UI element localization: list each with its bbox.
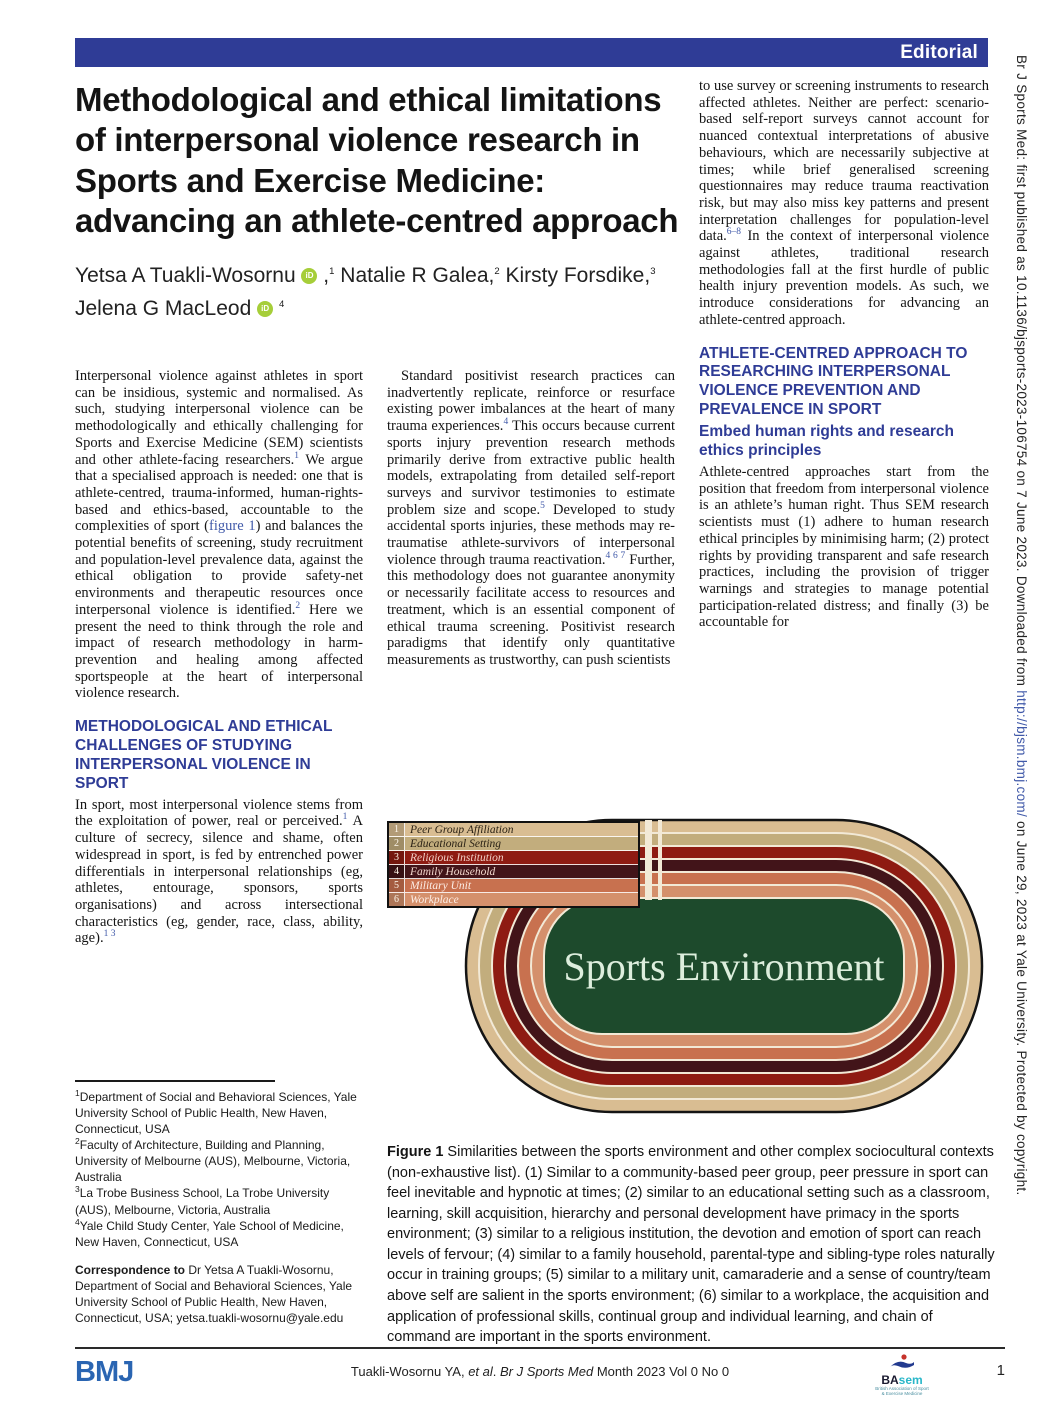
affiliation-note-4: $^4$Yale Child Study Center, Yale School of Medicine, New Haven, Connecticut, USA (75, 1216, 344, 1249)
legend-number: 4 (389, 865, 405, 878)
legend-row-peer-group (389, 823, 638, 837)
legend-row-family (389, 865, 638, 879)
paragraph-challenges: In sport, most interpersonal violence stems from the exploitation of power, real or perceived.$^1$ A culture of secrecy, silence and shame, often widespread in sport, is fed by entrenched power differentials in interpersonal relationships (eg, athletes, entourage, sponsors, sports organisations) and across intersectional characteristics (eg, gender, race, class, ability, age).$^{1 3}$ (75, 796, 363, 947)
footnotes-block (75, 1080, 365, 1326)
legend-label: Peer Group Affiliation (410, 823, 514, 836)
legend-row-religious (389, 851, 638, 865)
legend-row-educational (389, 837, 638, 851)
column-left (75, 368, 363, 947)
correspondence-note: Correspondence to Dr Yetsa A Tuakli-Wosornu, Department of Social and Behavioral Sciences, Yale University School of Public Health, New Haven, Connecticut, USA; yetsa.tuakli-wosornu@yale.edu (75, 1262, 353, 1326)
affiliation-note-2: $^2$Faculty of Architecture, Building and Planning, University of Melbourne (AUS), Melbourne, Victoria, Australia (75, 1136, 351, 1185)
orcid-icon[interactable]: iD (301, 268, 317, 284)
subsection-heading-embed: Embed human rights and research ethics principles (699, 423, 954, 460)
legend-row-military (389, 879, 638, 893)
legend-row-workplace (389, 893, 638, 906)
page-number: 1 (996, 1362, 1005, 1379)
page-title: Methodological and ethical limitations of interpersonal violence research in Sports and Exercise Medicine: advancing an athlete-centred approach (75, 81, 679, 239)
editorial-banner (75, 38, 988, 67)
basem-logo (867, 1354, 937, 1397)
basem-subtext-1: British Association of Sport (875, 1386, 929, 1391)
section-heading-methodological: METHODOLOGICAL AND ETHICAL CHALLENGES OF STUDYING INTERPERSONAL VIOLENCE IN SPORT (75, 718, 333, 792)
start-line-thin (658, 820, 662, 900)
legend-label: Educational Setting (410, 837, 502, 850)
legend-label: Religious Institution (410, 851, 504, 864)
copyright-sidebar: Br J Sports Med: first published as 10.1136/bjsports-2023-106754 on 7 June 2023. Downloaded from http://bjsm.bmj.com/ on June 29, 2023 at Yale University. Protected by copyright. (1014, 55, 1029, 1196)
footer-citation: Tuakli-Wosornu YA, et al. Br J Sports Med Month 2023 Vol 0 No 0 (350, 1364, 730, 1379)
footer-rule (75, 1347, 1005, 1349)
paragraph-positivist: Standard positivist research practices can inadvertently replicate, reinforce or resurface existing power imbalances at the heart of many trauma experiences.$^4$ This occurs because current sports injury prevention research methods primarily derive from extractive public health models, extrapolating from detailed self-report surveys and survivor testimonies to estimate problem size and scope.$^5$ Developed to study accidental sports injuries, these methods may re-traumatise athlete-survivors of interpersonal violence through trauma reactivation.$^{4 6 7}$ Further, this methodology does not guarantee anonymity or necessarily facilitate access to resources and treatment, which is an essential component of ethical trauma screening. Positivist research paradigms that identify only quantitative measurements as trustworthy, can push scientists (387, 368, 676, 668)
column-right (699, 78, 989, 631)
legend-label: Family Household (410, 865, 496, 878)
figure-1-panel (387, 815, 993, 1137)
footer (75, 1354, 1005, 1400)
affiliation-note-1: $^1$Department of Social and Behavioral Sciences, Yale University School of Public Health, New Haven, Connecticut, USA (75, 1088, 357, 1137)
legend-number: 5 (389, 879, 405, 892)
legend-label: Military Unit (410, 879, 472, 892)
paragraph-intro: Interpersonal violence against athletes in sport can be insidious, systemic and normalised. As such, studying interpersonal violence can be methodologically and ethically challenging for Sports and Exercise Medicine (SEM) scientists and other athlete-facing researchers.$^1$ We argue that a specialised approach is needed: one that is athlete-centred, trauma-informed, human-rights-based and ethics-based, accountable to the complexities of sport (figure 1) and balances the potential benefits of screening, study recruitment and population-level prevalence data, against the ethical obligation to provide safety-net environments and therapeutic resources once interpersonal violence is identified.$^2$ Here we present the need to think through the role and impact of research methodology in harm-prevention and healing among affected sportspeople at the heart of interpersonal violence research. (75, 368, 363, 702)
inline-link[interactable]: http://bjsm.bmj.com/ (1014, 690, 1029, 817)
start-line (645, 820, 652, 900)
footnote-rule (75, 1080, 275, 1082)
legend-label: Workplace (410, 893, 459, 906)
infield-label: Sports Environment (563, 944, 885, 989)
basem-sem: sem (898, 1373, 923, 1387)
basem-gymnast-icon (888, 1354, 916, 1370)
author-line: Yetsa A Tuakli-Wosornu iD ,$^1$ Natalie R Galea,$^2$ Kirsty Forsdike,$^3$ Jelena G MacLeod iD $^4$ (75, 264, 656, 320)
orcid-icon[interactable]: iD (257, 301, 273, 317)
column-middle (387, 368, 675, 669)
legend-number: 2 (389, 837, 405, 850)
section-heading-athlete-centred: ATHLETE-CENTRED APPROACH TO RESEARCHING INTERPERSONAL VIOLENCE PREVENTION AND PREVALENCE IN SPORT (699, 344, 968, 419)
banner-label: Editorial (900, 41, 978, 63)
legend-number: 6 (389, 893, 405, 906)
basem-ba: BA (881, 1373, 899, 1387)
legend-number: 3 (389, 851, 405, 864)
figure-caption: Figure 1 Similarities between the sports environment and other complex sociocultural contexts (non-exhaustive list). (1) Similar to a community-based peer group, peer pressure in sport can feel inevitable and hypnotic at times; (2) similar to an educational setting such as a classroom, learning, skill acquisition, hierarchy and personal development have primacy in the sports environment; (3) similar to a religious institution, the devotion and emotion of sport can reach levels of fervour; (4) similar to a family household, parental-type and sibling-type roles naturally occur in training groups; (5) similar to a military unit, camaraderie and a sense of country/team above self are salient in the sports environment; (6) similar to a workplace, the acquisition and application of professional skills, continual group and individual learning, and chain of command are important in the sports environment. (387, 1144, 995, 1346)
paragraph-instruments: to use survey or screening instruments to research affected athletes. Neither are perfect: scenario-based self-report surveys cannot account for nuanced contextual interpretations of abusive behaviours, which are necessarily subjective at times; while brief generalised screening questionnaires may reduce trauma reactivation risk, but may also miss key patterns and present interpretation challenges for population-level data.$^{6-8}$ In the context of interpersonal violence against athletes, traditional research methodologies fall at the first hurdle of public health injury prevention models. As such, we introduce considerations for advancing an athlete-centred approach. (699, 78, 989, 328)
affiliation-note-3: $^3$La Trobe Business School, La Trobe University (AUS), Melbourne, Victoria, Australia (75, 1184, 330, 1217)
legend-number: 1 (389, 823, 405, 836)
bmj-logo: BMJ (75, 1356, 134, 1388)
inline-link[interactable]: figure 1 (209, 518, 256, 535)
basem-subtext-2: & Exercise Medicine (881, 1391, 923, 1397)
figure-legend (387, 821, 640, 908)
paragraph-approaches: Athlete-centred approaches start from the position that freedom from interpersonal violence is an athlete’s human right. Thus SEM research scientists must (1) adhere to human research ethical principles by minimising harm; (2) protect rights by providing transparent and safe research practices, including the provision of trigger warnings and strategies to manage potential participation-related distress; and finally (3) be accountable for (699, 463, 989, 631)
